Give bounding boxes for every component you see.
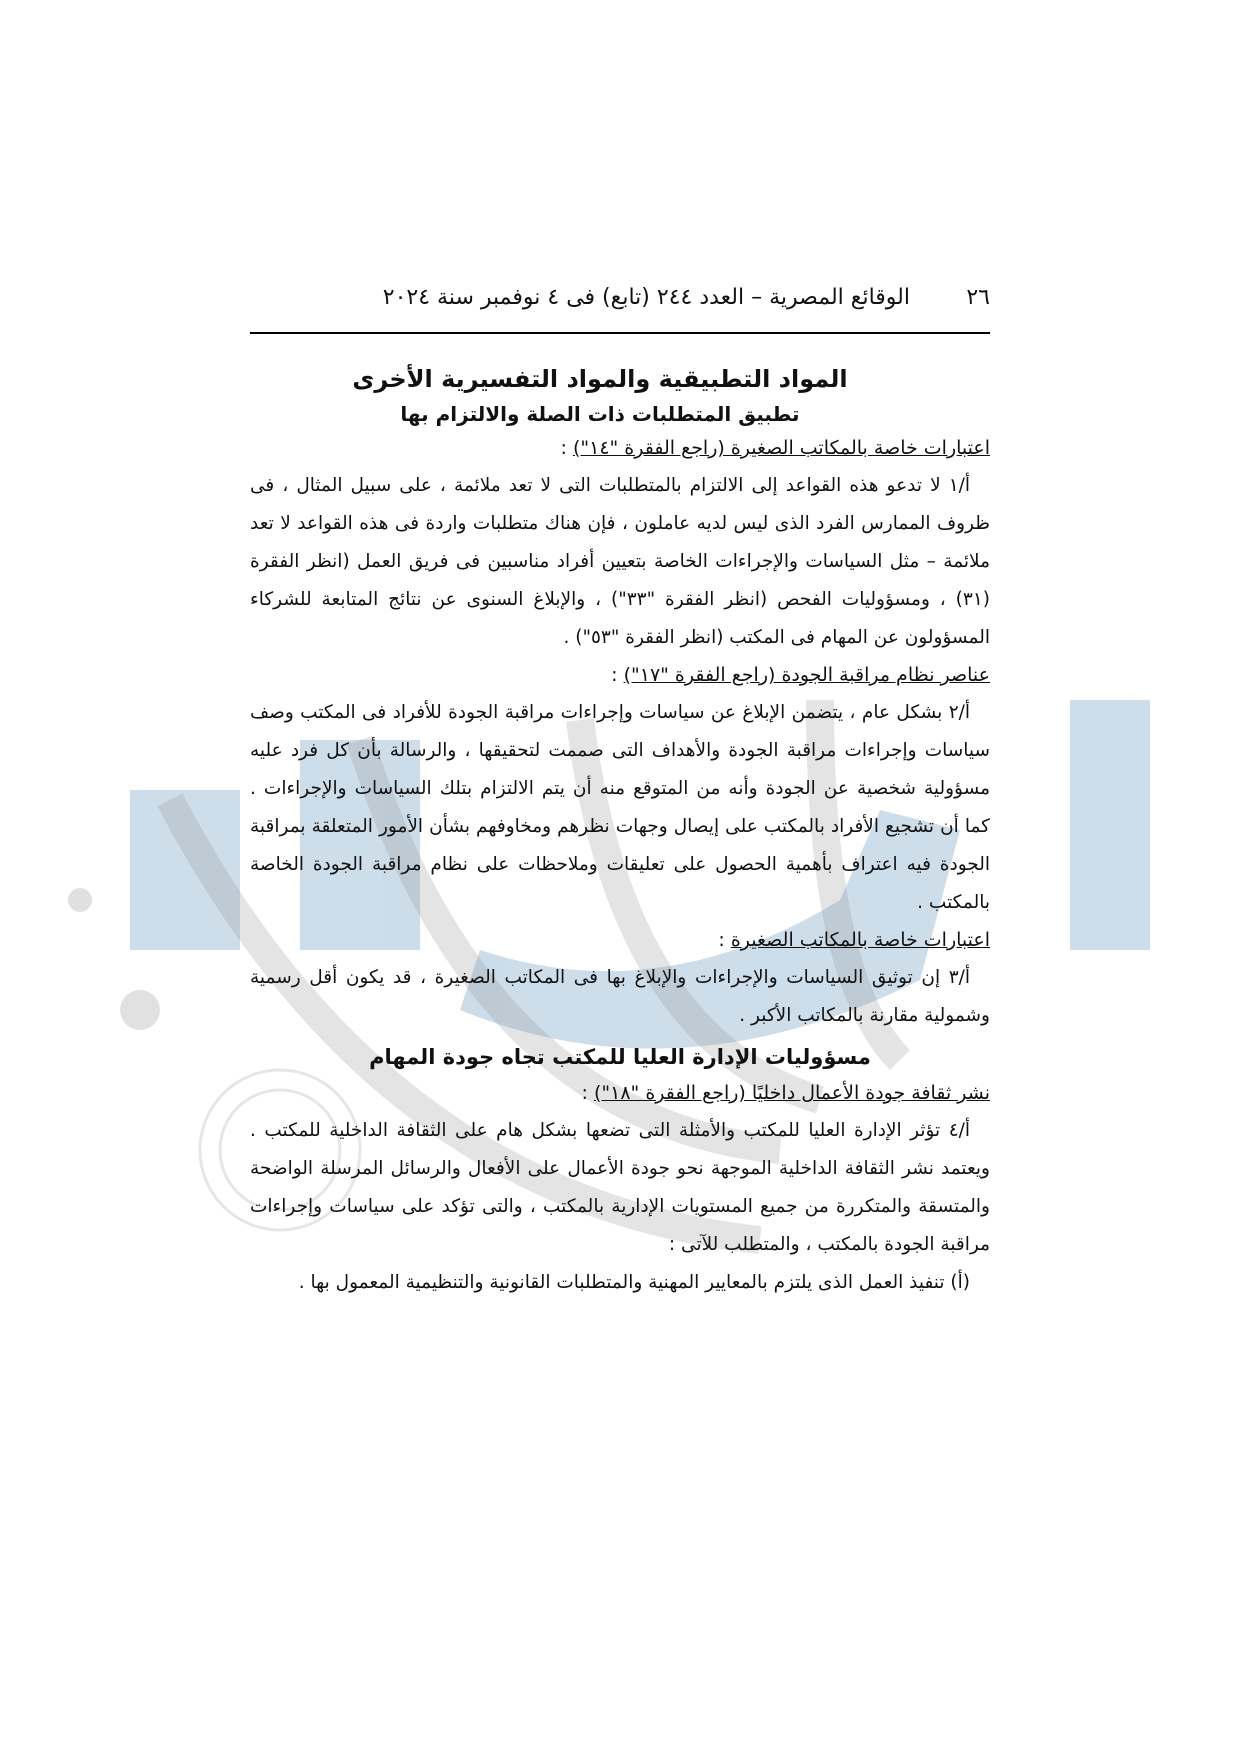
subheading-quality-control-elements <box>250 657 990 694</box>
header-title: الوقائع المصرية – العدد ٢٤٤ (تابع) فى ٤ نوفمبر سنة ٢٠٢٤ <box>382 285 910 310</box>
subheading-text: نشر ثقافة جودة الأعمال داخليًا (راجع الفقرة "١٨") <box>593 1082 990 1104</box>
subheading-text: عناصر نظام مراقبة الجودة (راجع الفقرة "١٧") <box>623 664 990 686</box>
main-content <box>250 360 990 1302</box>
subheading-small-firms <box>250 430 990 467</box>
section-heading-relevant-requirements: تطبيق المتطلبات ذات الصلة والالتزام بها <box>400 402 800 426</box>
subheading-colon: : <box>718 929 731 951</box>
paragraph-a4-item-a: (أ) تنفيذ العمل الذى يلتزم بالمعايير المهنية والمتطلبات القانونية والتنظيمية المعمول بها . <box>298 1272 970 1293</box>
subheading-colon: : <box>581 1082 594 1104</box>
header-rule <box>250 332 990 334</box>
subheading-text: اعتبارات خاصة بالمكاتب الصغيرة <box>730 929 990 951</box>
subheading-colon: : <box>560 437 573 459</box>
page-header <box>250 285 990 315</box>
section-heading-leadership-responsibilities: مسؤوليات الإدارة العليا للمكتب تجاه جودة المهام <box>369 1045 871 1069</box>
paragraph-a1: أ/١ لا تدعو هذه القواعد إلى الالتزام بالمتطلبات التى لا تعد ملائمة ، على سبيل المثال ، فى ظروف الممارس الفرد الذى ليس لديه عاملون ، فإن هناك متطلبات واردة فى هذه القواعد لا تعد ملائمة – مثل السياسات والإجراءات الخاصة بتعيين أفراد مناسبين فى فريق العمل (انظر الفقرة (٣١) ، ومسؤوليات الفحص (انظر الفقرة "٣٣") ، والإبلاغ السنوى عن نتائج المتابعة للشركاء المسؤولون عن المهام فى المكتب (انظر الفقرة "٥٣") . <box>250 475 990 648</box>
subheading-colon: : <box>611 664 624 686</box>
paragraph-a3: أ/٣ إن توثيق السياسات والإجراءات والإبلاغ بها فى المكاتب الصغيرة ، قد يكون أقل رسمية وشمولية مقارنة بالمكاتب الأكبر . <box>250 967 990 1026</box>
subheading-small-firms-2 <box>250 922 990 959</box>
subheading-text: اعتبارات خاصة بالمكاتب الصغيرة (راجع الفقرة "١٤") <box>572 437 990 459</box>
paragraph-a4: أ/٤ تؤثر الإدارة العليا للمكتب والأمثلة التى تضعها بشكل هام على الثقافة الداخلية للمكتب . ويعتمد نشر الثقافة الداخلية الموجهة نحو جودة الأعمال على الأفعال والرسائل المرسلة الواضحة والمتسقة والمتكررة من جميع المستويات الإدارية بالمكتب ، والتى تؤكد على سياسات وإجراءات مراقبة الجودة بالمكتب ، والمتطلب للآتى : <box>250 1120 990 1255</box>
subheading-quality-culture <box>250 1075 990 1112</box>
page-number: ٢٦ <box>966 285 990 310</box>
paragraph-a2: أ/٢ بشكل عام ، يتضمن الإبلاغ عن سياسات وإجراءات مراقبة الجودة للأفراد فى المكتب وصف سياسات وإجراءات مراقبة الجودة والأهداف التى صممت لتحقيقها ، والرسالة بأن كل فرد عليه مسؤولية شخصية عن الجودة وأنه من المتوقع منه أن يتم الالتزام بتلك السياسات والإجراءات . كما أن تشجيع الأفراد بالمكتب على إيصال وجهات نظرهم ومخاوفهم بشأن الأمور المتعلقة بمراقبة الجودة فيه اعتراف بأهمية الحصول على تعليقات وملاحظات على نظام مراقبة الجودة الخاصة بالمكتب . <box>250 702 990 913</box>
section-heading-applied-materials: المواد التطبيقية والمواد التفسيرية الأخرى <box>352 365 848 393</box>
